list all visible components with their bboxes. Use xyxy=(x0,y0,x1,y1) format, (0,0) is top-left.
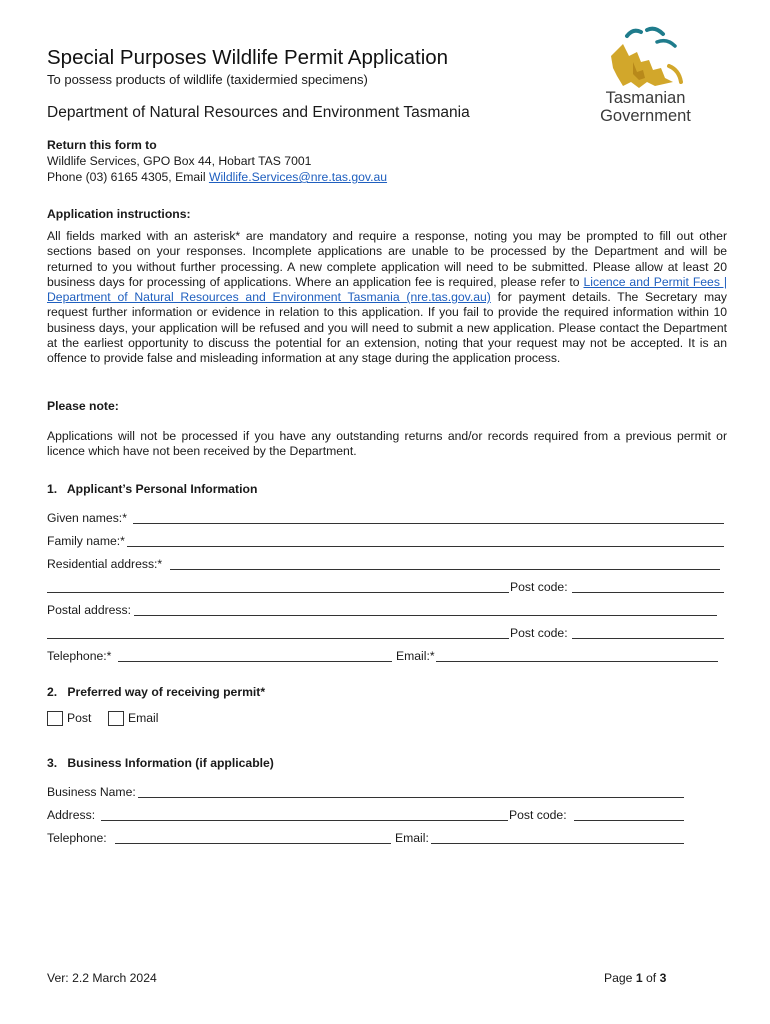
postal-postcode-label: Post code: xyxy=(510,626,568,640)
telephone-label: Telephone:* xyxy=(47,649,112,663)
residential-postcode-label: Post code: xyxy=(510,580,568,594)
postal-postcode-field[interactable] xyxy=(572,638,724,639)
business-postcode-field[interactable] xyxy=(574,820,684,821)
business-postcode-label: Post code: xyxy=(509,808,567,822)
version-label: Ver: 2.2 March 2024 xyxy=(47,971,157,985)
return-email-link[interactable]: Wildlife.Services@nre.tas.gov.au xyxy=(208,170,388,184)
business-email-label: Email: xyxy=(395,831,429,845)
return-heading: Return this form to xyxy=(47,138,157,152)
post-option-label: Post xyxy=(67,711,92,725)
residential-address-label: Residential address:* xyxy=(47,557,163,571)
email-checkbox[interactable] xyxy=(108,711,124,726)
page-title: Special Purposes Wildlife Permit Application xyxy=(47,46,449,69)
residential-postcode-field[interactable] xyxy=(572,592,724,593)
instructions-text xyxy=(47,229,727,367)
page-current: 1 xyxy=(635,971,643,985)
business-telephone-field[interactable] xyxy=(115,843,391,844)
tasmanian-tiger-icon xyxy=(583,26,708,92)
residential-address-field[interactable] xyxy=(170,569,720,570)
return-phone: Phone (03) 6165 4305, Email xyxy=(47,170,209,184)
residential-address-line2-field[interactable] xyxy=(47,592,509,593)
page-of: of xyxy=(642,971,660,985)
page-total: 3 xyxy=(659,971,667,985)
fees-link[interactable]: Licence and Permit Fees | Department of Natural Resources and Environment Tasmania (nre.tas.gov.au) xyxy=(47,274,728,305)
logo-text-line2: Government xyxy=(600,107,691,125)
telephone-field[interactable] xyxy=(118,661,392,662)
email-label: Email:* xyxy=(396,649,435,663)
business-telephone-label: Telephone: xyxy=(47,831,107,845)
note-heading: Please note: xyxy=(47,399,119,413)
business-address-label: Address: xyxy=(47,808,96,822)
return-address: Wildlife Services, GPO Box 44, Hobart TAS 7001 xyxy=(47,154,312,168)
postal-address-line2-field[interactable] xyxy=(47,638,509,639)
note-text: Applications will not be processed if you have any outstanding returns and/or records required from a previous permit or licence which have not been received by the Department. xyxy=(47,429,727,459)
postal-address-field[interactable] xyxy=(134,615,717,616)
return-contact xyxy=(47,169,387,185)
tasmanian-government-logo xyxy=(583,26,708,128)
business-address-field[interactable] xyxy=(101,820,508,821)
email-field[interactable] xyxy=(436,661,718,662)
business-email-field[interactable] xyxy=(431,843,684,844)
family-name-field[interactable] xyxy=(127,546,724,547)
page-prefix: Page xyxy=(604,971,636,985)
family-name-label: Family name:* xyxy=(47,534,125,548)
instructions-text-part1: All fields marked with an asterisk* are mandatory and require a response, noting you may be prompted to fill out other sections based on your responses. Incomplete applications are unable to be processed by the Department and will be returned to you without further processing. A new complete application will need to be submitted. Please allow at least 20 business days for processing of applications. Where an application fee is required, please refer to xyxy=(47,229,727,289)
instructions-heading: Application instructions: xyxy=(47,207,191,221)
section3-heading: 3. Business Information (if applicable) xyxy=(47,756,274,770)
post-checkbox[interactable] xyxy=(47,711,63,726)
page-subtitle: To possess products of wildlife (taxidermied specimens) xyxy=(47,72,368,87)
business-name-field[interactable] xyxy=(138,797,684,798)
business-name-label: Business Name: xyxy=(47,785,136,799)
section1-heading: 1. Applicant’s Personal Information xyxy=(47,482,258,496)
email-option-label: Email xyxy=(128,711,159,725)
logo-text-line1: Tasmanian xyxy=(605,89,686,107)
department-name: Department of Natural Resources and Environment Tasmania xyxy=(47,104,470,121)
given-names-label: Given names:* xyxy=(47,511,127,525)
section2-heading: 2. Preferred way of receiving permit* xyxy=(47,685,266,699)
instructions-text-part2: for payment details. The Secretary may request further information or evidence in relation to this application. If you fail to provide the required information within 10 business days, your application will be refused and you will need to submit a new application. Please contact the Department at the earliest opportunity to discuss the potential for an extension, noting that your request may not be accepted. It is an offence to provide false and misleading information at any stage during the application process. xyxy=(47,290,727,366)
given-names-field[interactable] xyxy=(133,523,724,524)
postal-address-label: Postal address: xyxy=(47,603,132,617)
page-number xyxy=(604,970,666,986)
